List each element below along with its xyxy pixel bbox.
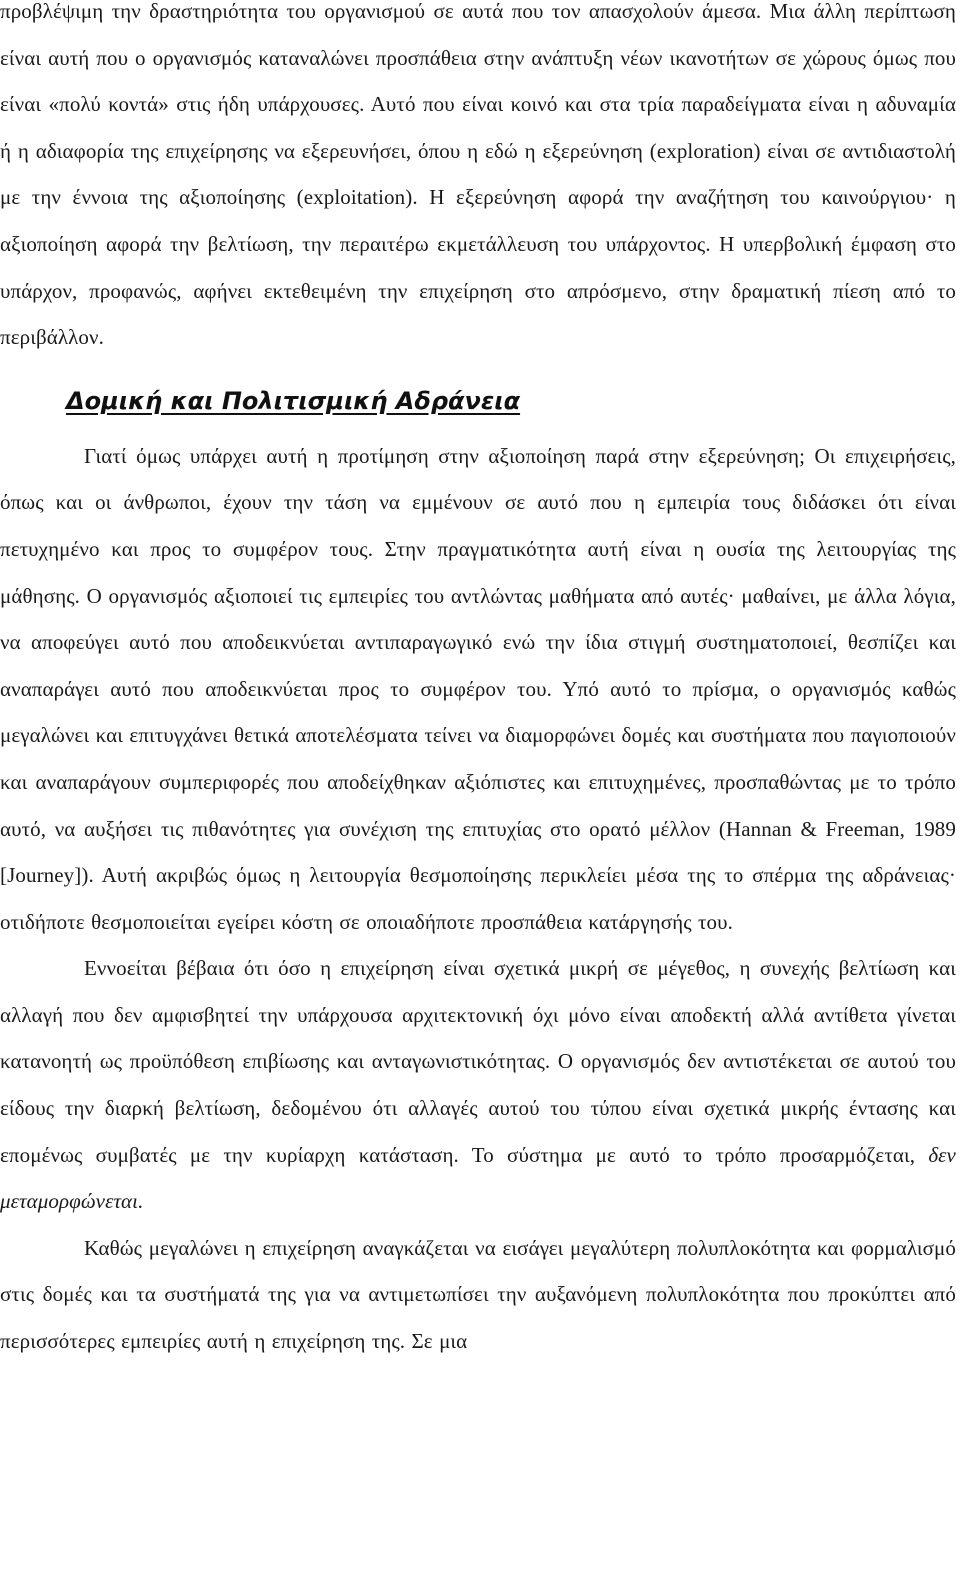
paragraph-2-emphasis: δεν μεταμορφώνεται.	[0, 1142, 956, 1214]
paragraph-intro: προβλέψιμη την δραστηριότητα του οργανισμού σε αυτά που τον απασχολούν άμεσα. Μια άλλη περίπτωση είναι αυτή που ο οργανισμός καταναλώνει προσπάθεια στην ανάπτυξη νέων ικανοτήτων σε χώρους όμως που είναι «πολύ κοντά» στις ήδη υπάρχουσες. Αυτό που είναι κοινό και στα τρία παραδείγματα είναι η αδυναμία ή η αδιαφορία της επιχείρησης να εξερευνήσει, όπου η εδώ η εξερεύνηση (exploration) είναι σε αντιδιαστολή με την έννοια της αξιοποίησης (exploitation). Η εξερεύνηση αφορά την αναζήτηση του καινούργιου· η αξιοποίηση αφορά την βελτίωση, την περαιτέρω εκμετάλλευση του υπάρχοντος. Η υπερβολική έμφαση στο υπάρχον, προφανώς, αφήνει εκτεθειμένη την επιχείρηση στο απρόσμενο, στην δραματική πίεση από το περιβάλλον.	[0, 0, 956, 350]
section-heading: Δομική και Πολιτισμική Αδράνεια	[66, 386, 521, 415]
paragraph-1: Γιατί όμως υπάρχει αυτή η προτίμηση στην αξιοποίηση παρά στην εξερεύνηση; Οι επιχειρήσεις, όπως και οι άνθρωποι, έχουν την τάση να εμμένουν σε αυτό που η εμπειρία τους διδάσκει ότι είναι πετυχημένο και προς το συμφέρον τους. Στην πραγματικότητα αυτή είναι η ουσία της λειτουργίας της μάθησης. Ο οργανισμός αξιοποιεί τις εμπειρίες του αντλώντας μαθήματα από αυτές· μαθαίνει, με άλλα λόγια, να αποφεύγει αυτό που αποδεικνύεται αντιπαραγωγικό ενώ την ίδια στιγμή συστηματοποιεί, θεσπίζει και αναπαράγει αυτό που αποδεικνύεται προς το συμφέρον του. Υπό αυτό το πρίσμα, ο οργανισμός καθώς μεγαλώνει και επιτυγχάνει θετικά αποτελέσματα τείνει να διαμορφώνει δομές και συστήματα που παγιοποιούν και αναπαράγουν συμπεριφορές που αποδείχθηκαν αξιόπιστες και επιτυχημένες, προσπαθώντας με το τρόπο αυτό, να αυξήσει τις πιθανότητες για συνέχιση της επιτυχίας στο ορατό μέλλον (Hannan & Freeman, 1989 [Journey]). Αυτή ακριβώς όμως η λειτουργία θεσμοποίησης περικλείει μέσα της το σπέρμα της αδράνειας· οτιδήποτε θεσμοποιείται εγείρει κόστη σε οποιαδήποτε προσπάθεια κατάργησής του.	[0, 443, 956, 934]
paragraph-3: Καθώς μεγαλώνει η επιχείρηση αναγκάζεται να εισάγει μεγαλύτερη πολυπλοκότητα και φορμαλισμό στις δομές και τα συστήματά της για να αντιμετωπίσει την αυξανόμενη πολυπλοκότητα που προκύπτει από περισσότερες εμπειρίες αυτή η επιχείρηση της. Σε μια	[0, 1235, 956, 1354]
paragraph-2-main: Εννοείται βέβαια ότι όσο η επιχείρηση είναι σχετικά μικρή σε μέγεθος, η συνεχής βελτίωση και αλλαγή που δεν αμφισβητεί την υπάρχουσα αρχιτεκτονική όχι μόνο είναι αποδεκτή αλλά αντίθετα γίνεται κατανοητή ως προϋπόθεση επιβίωσης και ανταγωνιστικότητας. Ο οργανισμός δεν αντιστέκεται σε αυτού του είδους την διαρκή βελτίωση, δεδομένου ότι αλλαγές αυτού του τύπου είναι σχετικά μικρής έντασης και επομένως συμβατές με την κυρίαρχη κατάσταση. Το σύστημα με αυτό το τρόπο προσαρμόζεται,	[0, 956, 956, 1167]
paragraph-2	[0, 945, 960, 1225]
